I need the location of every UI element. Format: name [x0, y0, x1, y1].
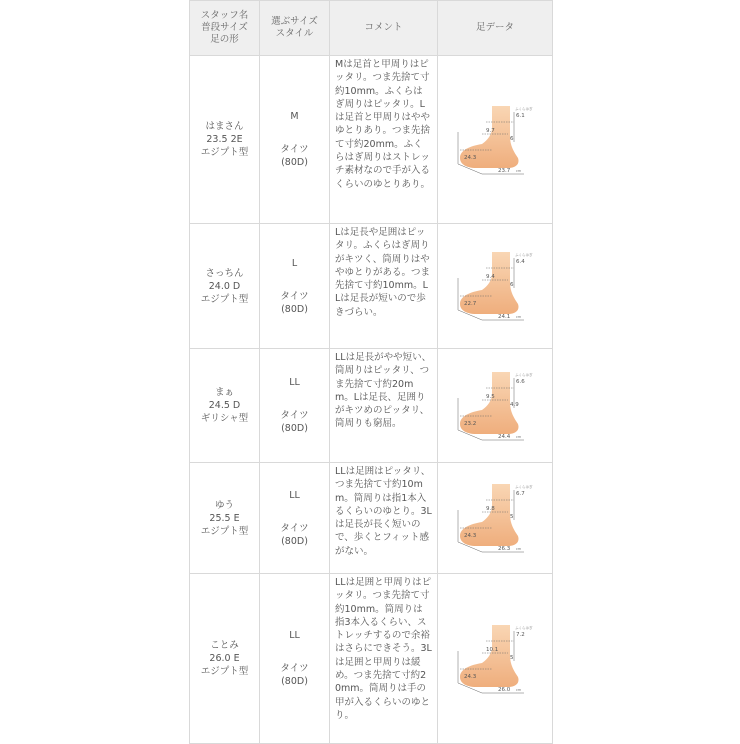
table-row: [190, 224, 553, 349]
usual-size: 23.5 2E: [206, 134, 243, 145]
usual-size: 24.0 D: [208, 280, 241, 292]
foot-length-value: 23.7: [498, 167, 511, 174]
foot-data-cell: [438, 224, 553, 349]
foot-data-cell: [438, 574, 553, 744]
comment-text: Mは足首と甲周りはピッタリ。つま先捨て寸約10mm。ふくらはぎ周りはピッタリ。Lは足首と甲周りはややゆとりあり。つま先捨て寸約20mm。ふくらはぎ周りはストレッチ素材なので手が入るくらいのゆとりあり。: [335, 59, 431, 190]
style-label: タイツ: [280, 144, 309, 155]
comment-cell: [330, 349, 438, 463]
comment-cell: [330, 574, 438, 744]
comment-text: Lは足長や足囲はピッタリ。ふくらはぎ周りがキツく、筒周りはややゆとりがある。つま先捨て寸約10mm。LLは足長が短いので歩きづらい。: [335, 227, 431, 318]
table-row: [190, 349, 553, 463]
header-row: [190, 1, 553, 56]
calf-label: ふくらはぎ: [515, 372, 533, 377]
chosen-size: LL: [289, 489, 300, 501]
calf-value: 6.7: [516, 491, 525, 497]
staff-name: はまさん: [205, 121, 244, 132]
foot-diagram: [452, 102, 538, 178]
comment-text: LLは足長がやや短い、筒周りはピッタリ、つま先捨て寸約20mm。Lは足長、足囲りがキツめのピッタリ、筒周りも窮屈。: [335, 352, 432, 430]
denier-label: (80D): [281, 157, 308, 168]
foot-data-cell: [438, 463, 553, 574]
foot-shape: エジプト型: [200, 525, 249, 537]
foot-data-cell: [438, 56, 553, 224]
foot-length-value: 26.3: [498, 546, 511, 552]
foot-girth-value: 22.7: [464, 301, 477, 307]
instep-value: 6: [510, 282, 514, 288]
ankle-value: 10.1: [486, 646, 499, 653]
unit-label: cm: [516, 315, 522, 319]
denier-label: (80D): [281, 535, 308, 547]
staff-cell: [190, 574, 260, 744]
chosen-size: LL: [289, 630, 300, 641]
instep-value: 6: [510, 135, 514, 142]
ankle-value: 9.5: [486, 393, 495, 400]
calf-value: 6.6: [516, 378, 525, 385]
calf-value: 7.2: [516, 631, 525, 638]
style-label: タイツ: [280, 410, 309, 421]
unit-label: cm: [516, 434, 522, 439]
foot-girth-value: 24.3: [464, 154, 477, 161]
size-cell: [260, 224, 330, 349]
ankle-value: 9.4: [486, 274, 495, 280]
staff-cell: [190, 463, 260, 574]
foot-shape: ギリシャ型: [200, 413, 249, 424]
calf-label: ふくらはぎ: [515, 253, 533, 257]
table-row: [190, 463, 553, 574]
usual-size: 24.5 D: [208, 400, 241, 411]
foot-diagram: [452, 248, 538, 324]
chosen-size: L: [291, 257, 298, 269]
calf-value: 6.4: [516, 259, 525, 265]
comment-cell: [330, 56, 438, 224]
comment-text: LLは足囲はピッタリ、つま先捨て寸約10mm。筒周りは指1本入るくらいのゆとり。3Lは足長が長く短いので、歩くとフィット感がない。: [335, 466, 432, 557]
staff-name: ことみ: [210, 640, 239, 651]
header-size: 選ぶサイズ スタイル: [260, 1, 330, 56]
ankle-value: 9.8: [486, 506, 495, 512]
foot-length-value: 24.1: [498, 314, 511, 320]
chosen-size: LL: [289, 377, 300, 388]
size-cell: [260, 349, 330, 463]
usual-size: 25.5 E: [209, 512, 240, 524]
foot-length-value: 26.0: [498, 686, 511, 693]
size-cell: [260, 574, 330, 744]
header-comment: コメント: [330, 1, 438, 56]
foot-shape: エジプト型: [200, 293, 249, 305]
calf-label: ふくらはぎ: [515, 485, 533, 489]
foot-shape: エジプト型: [200, 147, 249, 158]
comment-cell: [330, 224, 438, 349]
foot-length-value: 24.4: [498, 433, 511, 440]
unit-label: cm: [516, 168, 522, 173]
calf-label: ふくらはぎ: [515, 625, 533, 630]
denier-label: (80D): [281, 303, 308, 315]
instep-value: 5: [510, 514, 514, 520]
comment-text: LLは足囲と甲周りはピッタリ。つま先捨て寸約10mm。筒周りは指3本入るくらい、ストレッチするので余裕はさらにできそう。3Lは足囲と甲周りは緩め。つま先捨て寸約20mm。筒周りは手の甲が入るくらいのゆとり。: [335, 577, 432, 721]
foot-diagram: [452, 368, 538, 444]
staff-cell: [190, 349, 260, 463]
size-comparison-table: [189, 0, 553, 744]
header-staff: スタッフ名 普段サイズ 足の形: [190, 1, 260, 56]
foot-diagram: [452, 621, 538, 697]
foot-girth-value: 23.2: [464, 420, 477, 427]
foot-diagram: [452, 480, 538, 556]
usual-size: 26.0 E: [209, 653, 240, 664]
instep-value: 4.9: [510, 401, 519, 408]
staff-cell: [190, 224, 260, 349]
staff-name: まぁ: [214, 387, 234, 398]
size-cell: [260, 56, 330, 224]
style-label: タイツ: [280, 290, 309, 302]
table-row: [190, 574, 553, 744]
foot-girth-value: 24.3: [464, 533, 477, 539]
style-label: タイツ: [280, 522, 309, 534]
staff-name: ゆう: [214, 499, 234, 511]
unit-label: cm: [516, 547, 522, 551]
denier-label: (80D): [281, 676, 308, 687]
comment-cell: [330, 463, 438, 574]
chosen-size: M: [290, 111, 299, 122]
size-cell: [260, 463, 330, 574]
ankle-value: 9.7: [486, 127, 495, 134]
header-foot-data: 足データ: [438, 1, 553, 56]
table-row: [190, 56, 553, 224]
instep-value: 5: [510, 654, 514, 661]
calf-label: ふくらはぎ: [515, 106, 533, 111]
staff-cell: [190, 56, 260, 224]
foot-girth-value: 24.3: [464, 673, 477, 680]
style-label: タイツ: [280, 663, 309, 674]
staff-name: さっちん: [205, 267, 244, 279]
unit-label: cm: [516, 687, 522, 692]
calf-value: 6.1: [516, 112, 525, 119]
foot-shape: エジプト型: [200, 666, 249, 677]
foot-data-cell: [438, 349, 553, 463]
denier-label: (80D): [281, 423, 308, 434]
